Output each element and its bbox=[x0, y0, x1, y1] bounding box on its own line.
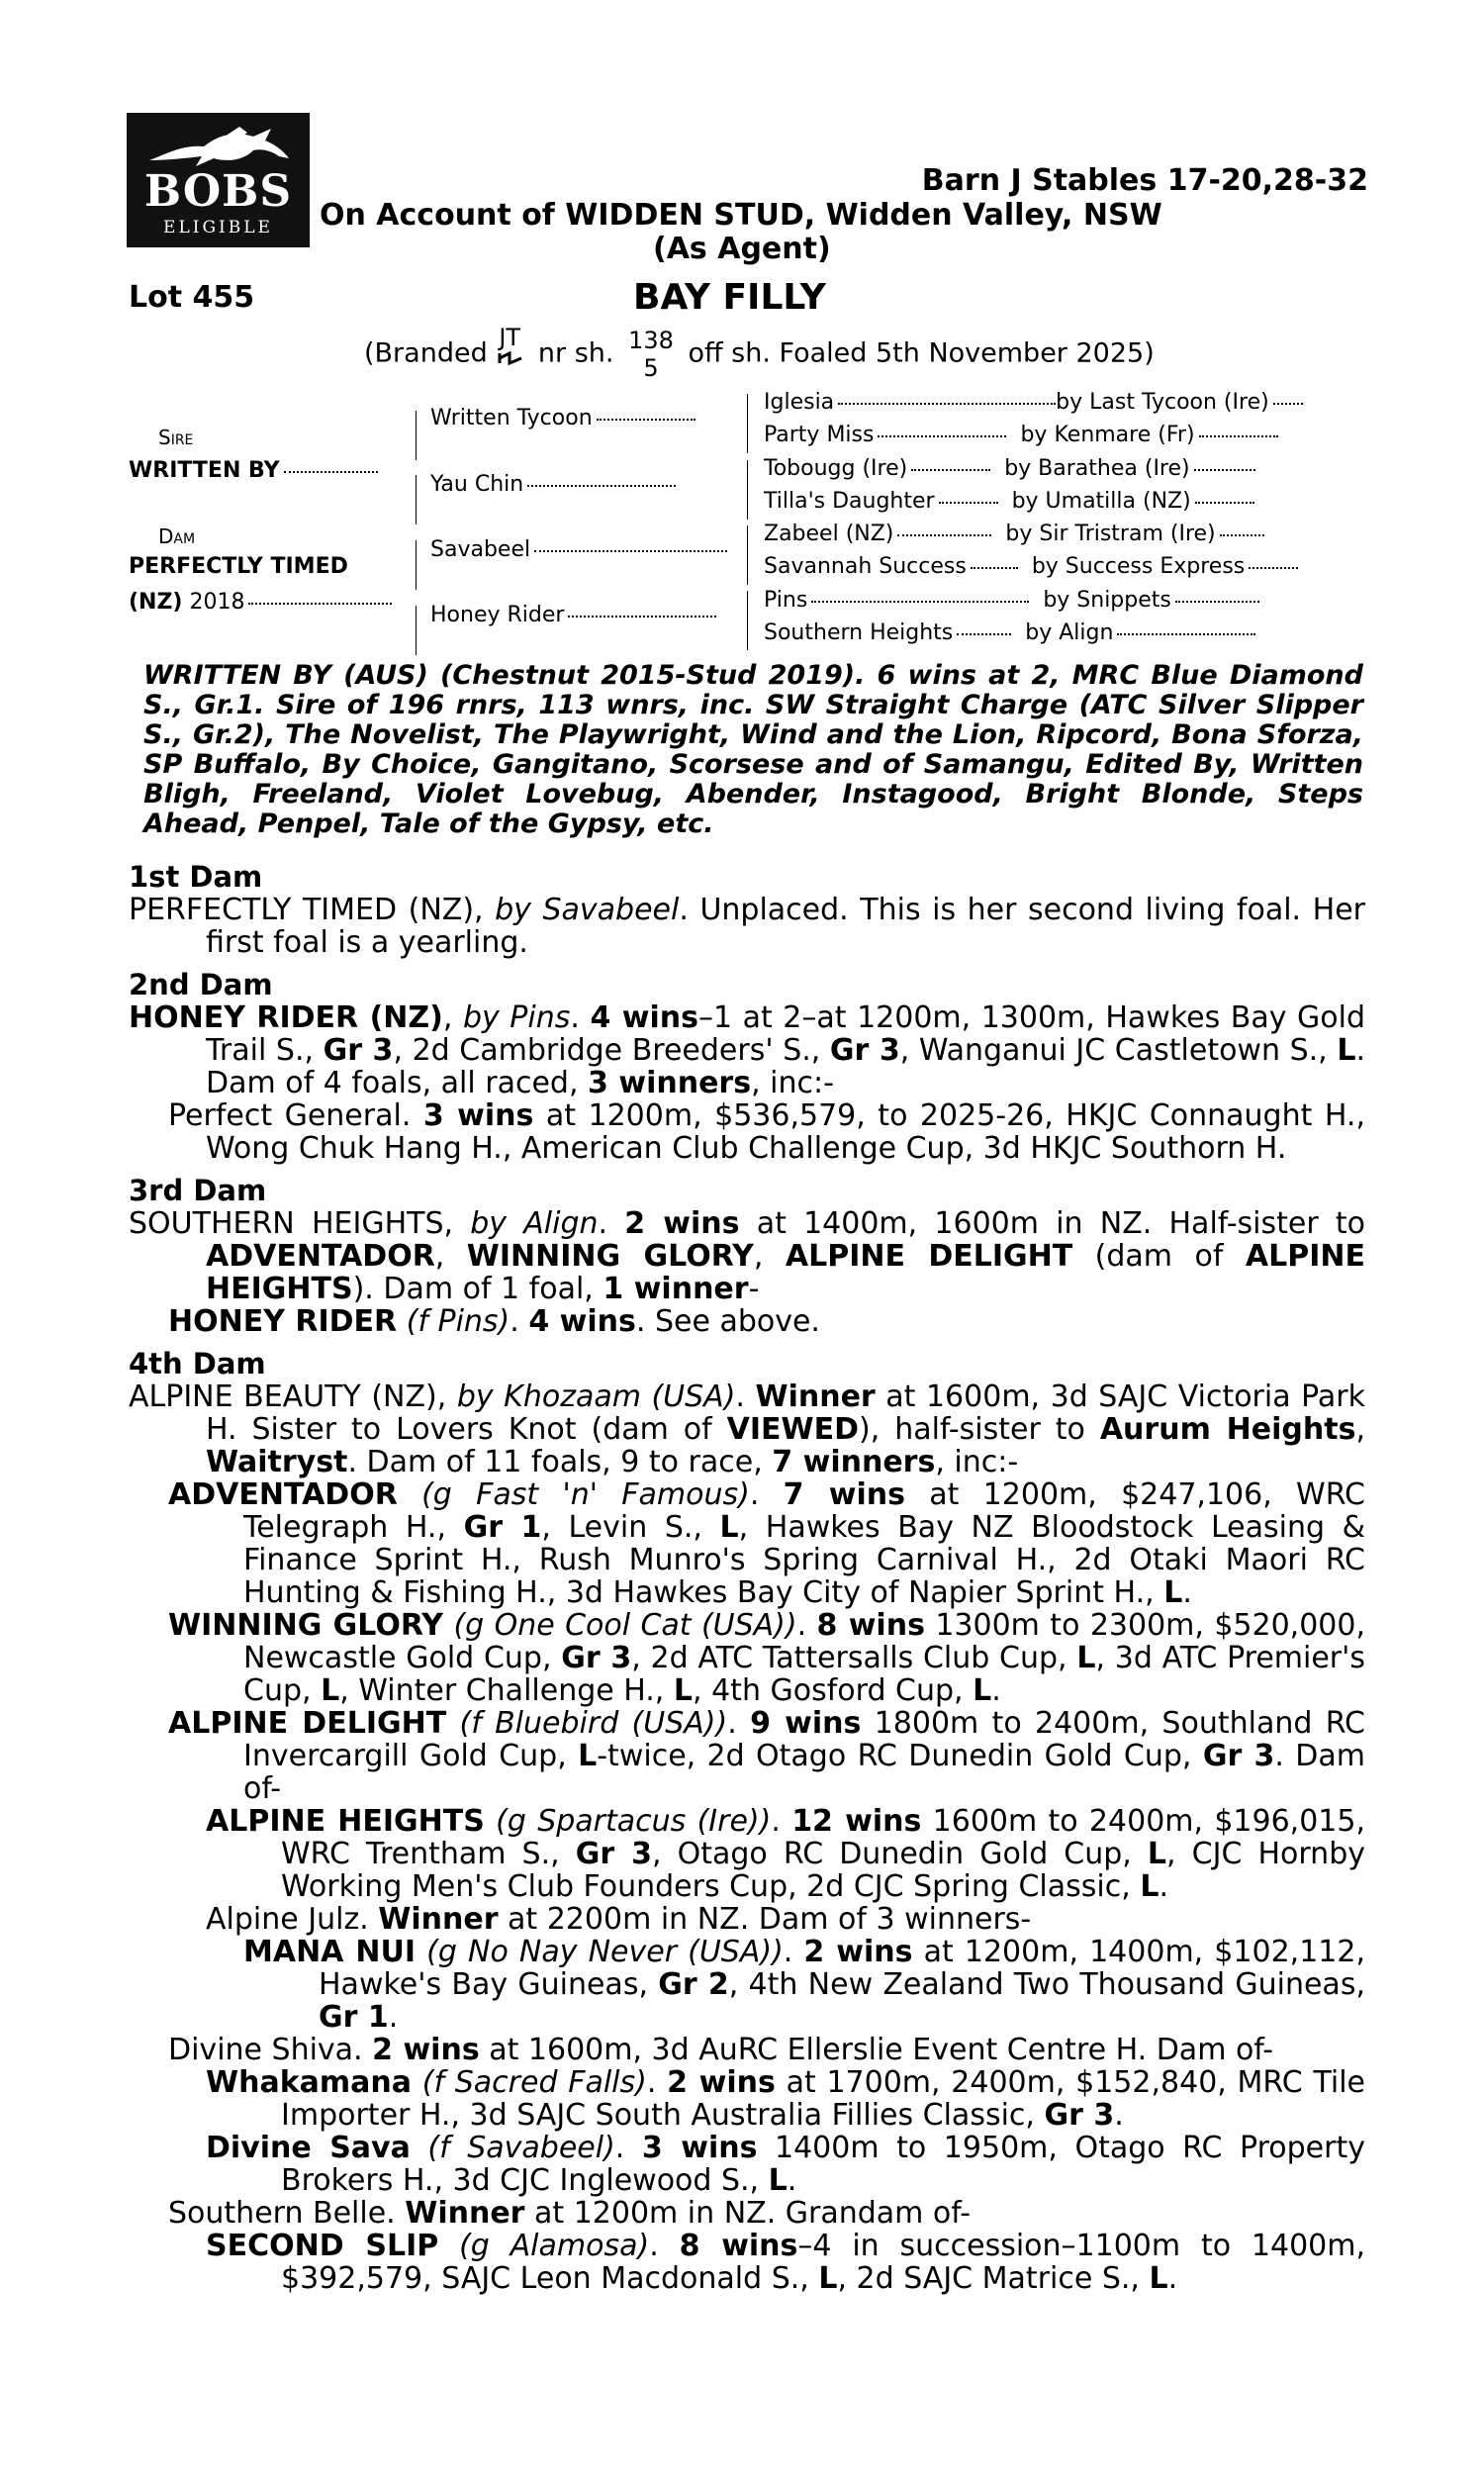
gen3-row bbox=[764, 620, 1255, 645]
text-run: 1600m to 2400m, $196,015, WRC Trentham S., bbox=[281, 1804, 1366, 1871]
progeny-entry bbox=[129, 1903, 1365, 1936]
text-run: Gr 3 bbox=[1044, 2098, 1115, 2133]
gen3-name: Pins bbox=[764, 588, 808, 613]
gen3-row bbox=[764, 489, 1254, 514]
text-run: Winner bbox=[378, 1902, 499, 1937]
text-run: L bbox=[321, 1673, 340, 1708]
text-run: L bbox=[673, 1673, 694, 1708]
progeny-entry: MANA NUI (g No Nay Never (USA)). 2 wins at 1200m, 1400m, $102,112, Hawke's Bay Guineas, Gr 2, 4th New Zealand Two Thousand Guineas, Gr 1. bbox=[243, 1935, 1365, 2035]
gen2-row bbox=[430, 537, 727, 562]
progeny-entry: Divine Sava (f Savabeel). 3 wins 1400m to 1950m, Otago RC Property Brokers H., 3d CJC Inglewood S., L. bbox=[206, 2131, 1365, 2198]
gen3-row bbox=[764, 423, 1278, 447]
text-run: , 2d ATC Tattersalls Club Cup, bbox=[631, 1641, 1077, 1675]
text-run: by Pins bbox=[462, 1000, 571, 1035]
sire-label: Sire bbox=[158, 426, 194, 449]
second-dam-paragraph: HONEY RIDER (NZ), by Pins. 4 wins–1 at 2–at 1200m, 1300m, Hawkes Bay Gold Trail S., Gr 3, 2d Cambridge Breeders' S., Gr 3, Wanganui JC Castletown S., L. Dam of 4 foals, all raced, 3 winners, inc:- bbox=[129, 1000, 1365, 1100]
text-run: , 2d Cambridge Breeders' S., bbox=[393, 1033, 830, 1068]
horse-title: BAY FILLY bbox=[633, 277, 826, 318]
text-run: L bbox=[818, 2261, 838, 2296]
gen3-name: Zabeel (NZ) bbox=[764, 522, 894, 546]
text-run: 7 wins bbox=[783, 1477, 905, 1512]
text-run: Gr 2 bbox=[658, 1967, 729, 2002]
gen3-name: Savannah Success bbox=[764, 554, 967, 579]
text-run: 8 wins bbox=[679, 2229, 798, 2263]
text-run: (f Pins) bbox=[406, 1304, 510, 1339]
gen3-row bbox=[764, 522, 1264, 546]
text-run: 7 winners bbox=[772, 1445, 936, 1479]
dam-year-row bbox=[129, 590, 392, 615]
text-run: 1 winner bbox=[603, 1272, 749, 1306]
gen2-row bbox=[430, 406, 696, 430]
text-run: Gr 3 bbox=[829, 1033, 900, 1068]
logo-eligible: ELIGIBLE bbox=[163, 218, 273, 238]
gen2-name: Savabeel bbox=[430, 537, 531, 562]
text-run: (f Bluebird (USA)) bbox=[459, 1706, 728, 1741]
text-run: at 1600m, 3d SAJC Victoria Park H. Sister to Lovers Knot (dam of bbox=[206, 1380, 1365, 1447]
text-run: WINNING GLORY bbox=[168, 1608, 444, 1643]
text-run: by Savabeel bbox=[495, 893, 680, 927]
gen3-sire: by Last Tycoon (Ire) bbox=[1056, 390, 1269, 415]
text-run: at 1700m, 2400m, $152,840, MRC Tile Importer H., 3d SAJC South Australia Fillies Classic, bbox=[281, 2065, 1365, 2133]
gen2-name: Written Tycoon bbox=[430, 406, 593, 430]
gen3-sire: by Umatilla (NZ) bbox=[1011, 489, 1191, 514]
text-run: L bbox=[973, 1673, 992, 1708]
sire-summary: WRITTEN BY (AUS) (Chestnut 2015-Stud 2019). 6 wins at 2, MRC Blue Diamond S., Gr.1. Sire of 196 rnrs, 113 wnrs, inc. SW Straight Charge (ATC Silver Slipper S., Gr.2), The Novelist, The Playwright, Wind and the Lion, Ripcord, Bona Sforza, SP Buffalo, By Choice, Gangitano, Scorsese and of Samangu, Edited By, Written Bligh, Freeland, Violet Lovebug, Abender, Instagood, Bright Blonde, Steps Ahead, Penpel, Tale of the Gypsy, etc. bbox=[143, 660, 1363, 839]
section-heading: 2nd Dam bbox=[129, 968, 273, 1001]
text-run: ALPINE HEIGHTS bbox=[206, 1804, 485, 1839]
text-run: . Dam of- bbox=[243, 1739, 1366, 1806]
gen3-name: Tobougg (Ire) bbox=[764, 456, 908, 481]
brand-number-bottom: 5 bbox=[643, 354, 659, 382]
text-run: (g Alamosa) bbox=[459, 2229, 650, 2263]
text-run: , 4th Gosford Cup, bbox=[693, 1673, 974, 1708]
text-run: , inc:- bbox=[751, 1066, 834, 1100]
gen2-name: Honey Rider bbox=[430, 603, 565, 627]
gen3-row bbox=[764, 588, 1259, 613]
text-run: Aurum Heights bbox=[1099, 1412, 1356, 1447]
text-run: 2 wins bbox=[803, 1935, 913, 1969]
gen3-name: Southern Heights bbox=[764, 620, 954, 645]
dam-label: Dam bbox=[158, 524, 196, 548]
bobs-eligible-logo bbox=[127, 113, 310, 247]
text-run: (f Sacred Falls) bbox=[421, 2065, 647, 2100]
section-heading: 3rd Dam bbox=[129, 1174, 267, 1207]
text-run: Gr 3 bbox=[575, 1837, 653, 1871]
brand-number bbox=[628, 327, 674, 382]
text-run: , Levin S., bbox=[541, 1510, 720, 1545]
dam-name: PERFECTLY TIMED bbox=[129, 554, 348, 579]
text-run: , 2d SAJC Matrice S., bbox=[837, 2261, 1150, 2296]
text-run: , 4th New Zealand Two Thousand Guineas, bbox=[728, 1967, 1365, 2002]
text-run: by Khozaam (USA) bbox=[456, 1380, 736, 1414]
brand-mark-icon bbox=[498, 351, 523, 365]
text-run: Gr 3 bbox=[561, 1641, 632, 1675]
lot-number: Lot 455 bbox=[129, 280, 255, 315]
text-run: L bbox=[1076, 1641, 1096, 1675]
section-heading: 4th Dam bbox=[129, 1347, 266, 1380]
progeny-entry: SECOND SLIP (g Alamosa). 8 wins–4 in succession–1100m to 1400m, $392,579, SAJC Leon Macdonald S., L, 2d SAJC Matrice S., L. bbox=[206, 2229, 1366, 2296]
progeny-entry: ADVENTADOR (g Fast 'n' Famous). 7 wins at 1200m, $247,106, WRC Telegraph H., Gr 1, Levin S., L, Hawkes Bay NZ Bloodstock Leasing & Finance Sprint H., Rush Munro's Spring Carnival H., 2d Otaki Maori RC Hunting & Fishing H., 3d Hawkes Bay City of Napier Sprint H., L. bbox=[168, 1477, 1366, 1610]
text-run: - bbox=[748, 1272, 760, 1306]
first-dam-paragraph bbox=[129, 894, 1365, 959]
brand-number-top: 138 bbox=[628, 327, 674, 354]
text-run: WINNING GLORY bbox=[466, 1239, 754, 1274]
text-run: L bbox=[1140, 1869, 1159, 1904]
text-run: . Dam of 11 foals, 9 to race, bbox=[347, 1445, 773, 1479]
vendor-account: On Account of WIDDEN STUD, Widden Valley, NSW bbox=[320, 198, 1162, 233]
text-run: , inc:- bbox=[935, 1445, 1019, 1479]
brand-pre: (Branded bbox=[364, 337, 488, 369]
text-run: L bbox=[719, 1510, 739, 1545]
gen3-sire: by Barathea (Ire) bbox=[1004, 456, 1190, 481]
text-run: Perfect General. bbox=[168, 1098, 423, 1133]
section-heading: 1st Dam bbox=[129, 860, 263, 894]
text-run: . Unplaced. This is her second living foal. Her first foal is a yearling. bbox=[206, 893, 1365, 960]
dam-suffix: (NZ) bbox=[129, 590, 183, 615]
gen3-sire: by Snippets bbox=[1043, 588, 1171, 613]
text-run: at 1600m, 3d AuRC Ellerslie Event Centre H. Dam of- bbox=[479, 2033, 1274, 2067]
catalogue-body bbox=[129, 861, 1365, 2295]
progeny-entry: ALPINE DELIGHT (f Bluebird (USA)). 9 wins 1800m to 2400m, Southland RC Invercargill Gold Cup, L-twice, 2d Otago RC Dunedin Gold Cup, Gr 3. Dam of- bbox=[168, 1706, 1366, 1806]
progeny-entry bbox=[129, 1099, 1365, 1165]
text-run: L bbox=[1149, 2261, 1168, 2296]
gen3-sire: by Align bbox=[1025, 620, 1114, 645]
barn-stables: Barn J Stables 17-20,28-32 bbox=[921, 163, 1368, 198]
text-run: . Dam of 4 foals, all raced, bbox=[206, 1033, 1365, 1100]
progeny-entry bbox=[129, 2197, 1365, 2230]
text-run: HONEY RIDER bbox=[168, 1304, 398, 1339]
text-run: VIEWED bbox=[726, 1412, 860, 1447]
brand-post: off sh. Foaled 5th November 2025) bbox=[688, 337, 1155, 369]
brand-mark bbox=[496, 324, 529, 369]
text-run: (f Savabeel) bbox=[427, 2131, 615, 2165]
text-run: Gr 1 bbox=[319, 2000, 389, 2035]
text-run: Gr 1 bbox=[463, 1510, 542, 1545]
dam-year: 2018 bbox=[189, 590, 245, 615]
text-run: L bbox=[1163, 1575, 1183, 1610]
text-run: Southern Belle. bbox=[168, 2196, 406, 2231]
text-run: 2 wins bbox=[667, 2065, 776, 2100]
text-run: Divine Sava bbox=[206, 2131, 411, 2165]
text-run: at 1400m, 1600m in NZ. Half-sister to bbox=[739, 1206, 1366, 1241]
text-run: SECOND SLIP bbox=[206, 2229, 439, 2263]
text-run: Waitryst bbox=[206, 1445, 348, 1479]
text-run: , 3d ATC Premier's Cup, bbox=[243, 1641, 1366, 1708]
text-run: , Otago RC Dunedin Gold Cup, bbox=[652, 1837, 1148, 1871]
text-run: -twice, 2d Otago RC Dunedin Gold Cup, bbox=[597, 1739, 1203, 1773]
text-run: Divine Shiva. bbox=[168, 2033, 373, 2067]
text-run: Winner bbox=[405, 2196, 525, 2231]
text-run: L bbox=[578, 1739, 598, 1773]
text-run: ALPINE BEAUTY (NZ), bbox=[129, 1380, 457, 1414]
text-run: –1 at 2–at 1200m, 1300m, Hawkes Bay Gold Trail S., bbox=[206, 1000, 1365, 1068]
text-run: ), half-sister to bbox=[859, 1412, 1100, 1447]
text-run: ADVENTADOR bbox=[168, 1477, 398, 1512]
brand-line bbox=[364, 324, 1155, 382]
text-run: , CJC Hornby Working Men's Club Founders Cup, 2d CJC Spring Classic, bbox=[281, 1837, 1365, 1904]
text-run: 2 wins bbox=[372, 2033, 480, 2067]
text-run: ALPINE DELIGHT bbox=[168, 1706, 447, 1741]
progeny-entry: WINNING GLORY (g One Cool Cat (USA)). 8 wins 1300m to 2300m, $520,000, Newcastle Gold Cup, Gr 3, 2d ATC Tattersalls Club Cup, L, 3d ATC Premier's Cup, L, Winter Challenge H., L, 4th Gosford Cup, L. bbox=[168, 1608, 1366, 1708]
text-run: (g Spartacus (Ire)) bbox=[496, 1804, 772, 1839]
text-run: ). Dam of 1 foal, bbox=[352, 1272, 603, 1306]
text-run: (dam of bbox=[1072, 1239, 1246, 1274]
text-run: . See above. bbox=[635, 1304, 820, 1339]
text-run: L bbox=[1337, 1033, 1356, 1068]
gen3-row bbox=[764, 390, 1303, 415]
text-run: Whakamana bbox=[206, 2065, 412, 2100]
fourth-dam-paragraph: ALPINE BEAUTY (NZ), by Khozaam (USA). Winner at 1600m, 3d SAJC Victoria Park H. Sister to Lovers Knot (dam of VIEWED), half-sister to Aurum Heights, Waitryst. Dam of 11 foals, 9 to race, 7 winners, inc:- bbox=[129, 1380, 1365, 1479]
text-run: 4 wins bbox=[590, 1000, 698, 1035]
text-run: at 1200m, 1400m, $102,112, Hawke's Bay Guineas, bbox=[319, 1935, 1365, 2002]
text-run: at 1200m, $247,106, WRC Telegraph H., bbox=[243, 1477, 1366, 1545]
text-run: , Wanganui JC Castletown S., bbox=[899, 1033, 1338, 1068]
text-run: 3 wins bbox=[641, 2131, 758, 2165]
logo-bobs: BOBS bbox=[143, 166, 293, 217]
gen2-row bbox=[430, 603, 716, 627]
text-run: 1300m to 2300m, $520,000, Newcastle Gold Cup, bbox=[243, 1608, 1366, 1675]
gen3-sire: by Kenmare (Fr) bbox=[1020, 423, 1195, 447]
text-run: (g No Nay Never (USA)) bbox=[426, 1935, 784, 1969]
text-run: 1400m to 1950m, Otago RC Property Brokers H., 3d CJC Inglewood S., bbox=[281, 2131, 1365, 2198]
text-run: Winner bbox=[755, 1380, 876, 1414]
text-run: Gr 3 bbox=[1202, 1739, 1275, 1773]
progeny-entry bbox=[129, 2034, 1365, 2066]
gen3-sire: by Sir Tristram (Ire) bbox=[1005, 522, 1216, 546]
text-run: (g Fast 'n' Famous) bbox=[421, 1477, 750, 1512]
as-agent: (As Agent) bbox=[653, 232, 831, 266]
progeny-entry: ALPINE HEIGHTS (g Spartacus (Ire)). 12 wins 1600m to 2400m, $196,015, WRC Trentham S., Gr 3, Otago RC Dunedin Gold Cup, L, CJC Hornby Working Men's Club Founders Cup, 2d CJC Spring Classic, L. bbox=[206, 1804, 1366, 1904]
text-run: 3 winners bbox=[588, 1066, 752, 1100]
text-run: –4 in succession–1100m to 1400m, $392,579, SAJC Leon Macdonald S., bbox=[281, 2229, 1366, 2296]
text-run: at 2200m in NZ. Dam of 3 winners- bbox=[498, 1902, 1032, 1937]
gen3-name: Party Miss bbox=[764, 423, 875, 447]
text-run: ALPINE HEIGHTS bbox=[206, 1239, 1365, 1306]
text-run: MANA NUI bbox=[243, 1935, 417, 1969]
text-run: Gr 3 bbox=[323, 1033, 394, 1068]
progeny-entry: Whakamana (f Sacred Falls). 2 wins at 1700m, 2400m, $152,840, MRC Tile Importer H., 3d SAJC South Australia Fillies Classic, Gr 3. bbox=[206, 2065, 1365, 2133]
sire-name: WRITTEN BY bbox=[129, 458, 280, 483]
sire-row bbox=[129, 458, 378, 483]
text-run: ALPINE DELIGHT bbox=[785, 1239, 1073, 1274]
gen3-row bbox=[764, 554, 1298, 579]
text-run: SOUTHERN HEIGHTS, bbox=[129, 1206, 471, 1241]
gen3-name: Tilla's Daughter bbox=[764, 489, 935, 514]
text-run: at 1200m, $536,579, to 2025-26, HKJC Connaught H., Wong Chuk Hang H., American Club Challenge Cup, 3d HKJC Southorn H. bbox=[206, 1098, 1365, 1166]
text-run: HONEY RIDER (NZ) bbox=[129, 1000, 443, 1035]
text-run: PERFECTLY TIMED (NZ), bbox=[129, 893, 496, 927]
text-run: by Align bbox=[470, 1206, 599, 1241]
progeny-entry: HONEY RIDER (f Pins). 4 wins. See above. bbox=[168, 1304, 820, 1339]
gen3-row bbox=[764, 456, 1255, 481]
text-run: 1800m to 2400m, Southland RC Invercargill Gold Cup, bbox=[243, 1706, 1366, 1773]
gen3-name: Iglesia bbox=[764, 390, 835, 415]
text-run: Alpine Julz. bbox=[206, 1902, 379, 1937]
text-run: 8 wins bbox=[816, 1608, 925, 1643]
text-run: 9 wins bbox=[750, 1706, 862, 1741]
text-run: 2 wins bbox=[624, 1206, 740, 1241]
text-run: at 1200m in NZ. Grandam of- bbox=[524, 2196, 972, 2231]
text-run: , Winter Challenge H., bbox=[339, 1673, 674, 1708]
text-run: (g One Cool Cat (USA)) bbox=[453, 1608, 797, 1643]
text-run: 12 wins bbox=[791, 1804, 922, 1839]
text-run: L bbox=[768, 2163, 788, 2198]
gen2-row bbox=[430, 472, 676, 497]
text-run: L bbox=[1147, 1837, 1167, 1871]
text-run: 4 wins bbox=[528, 1304, 636, 1339]
text-run: 3 wins bbox=[422, 1098, 534, 1133]
text-run: , Hawkes Bay NZ Bloodstock Leasing & Finance Sprint H., Rush Munro's Spring Carnival H., 2d Otaki Maori RC Hunting & Fishing H., 3d Hawkes Bay City of Napier Sprint H., bbox=[243, 1510, 1365, 1610]
racehorse-icon bbox=[144, 123, 293, 172]
text-run: ADVENTADOR bbox=[206, 1239, 435, 1274]
brand-mark-letters: JT bbox=[499, 324, 521, 351]
brand-nr: nr sh. bbox=[537, 337, 614, 369]
gen2-name: Yau Chin bbox=[430, 472, 524, 497]
third-dam-paragraph: SOUTHERN HEIGHTS, by Align. 2 wins at 1400m, 1600m in NZ. Half-sister to ADVENTADOR, WINNING GLORY, ALPINE DELIGHT (dam of ALPINE HEIGHTS). Dam of 1 foal, 1 winner- bbox=[129, 1206, 1366, 1306]
gen3-sire: by Success Express bbox=[1031, 554, 1246, 579]
